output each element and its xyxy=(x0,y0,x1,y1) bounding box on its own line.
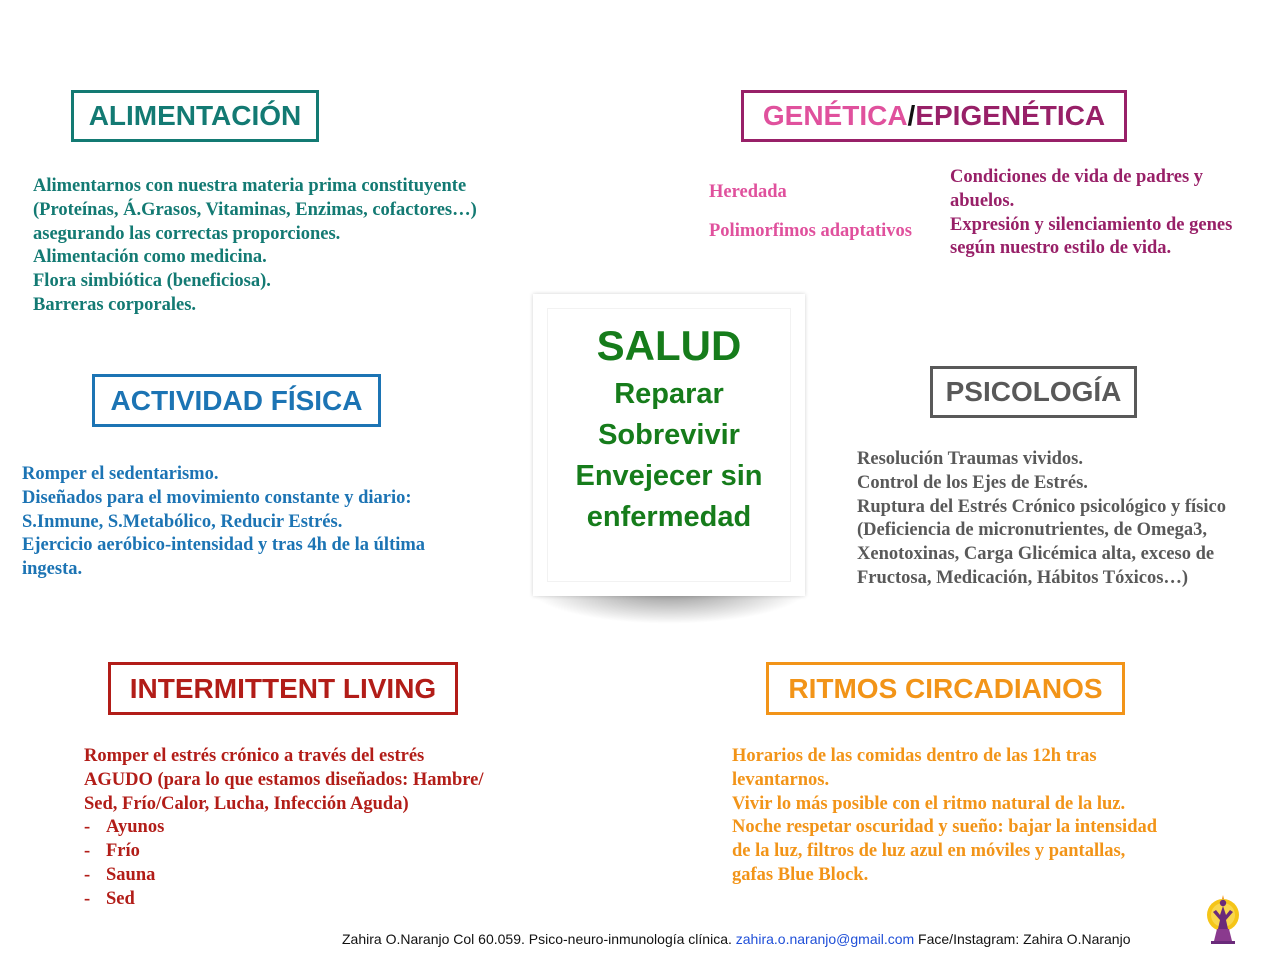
actividad-line: Romper el sedentarismo. xyxy=(22,464,219,484)
actividad-text xyxy=(22,463,425,582)
intermittent-list-item: - Sauna xyxy=(84,864,483,888)
actividad-line: Diseñados para el movimiento constante y diario: xyxy=(22,487,412,508)
psicologia-title xyxy=(930,366,1137,418)
salud-title: SALUD xyxy=(596,322,742,369)
alimentacion-title xyxy=(71,90,319,142)
intermittent-line: Sed, Frío/Calor, Lucha, Infección Aguda) xyxy=(84,793,409,814)
salud-card xyxy=(533,294,805,596)
psicologia-text xyxy=(857,448,1226,591)
bullet-dash-icon: - xyxy=(84,817,91,838)
psicologia-line: Resolución Traumas vividos. xyxy=(857,449,1083,469)
ritmos-line: de la luz, filtros de luz azul en móviles y pantallas, xyxy=(732,841,1126,862)
psicologia-title-text: PSICOLOGÍA xyxy=(945,376,1122,407)
salud-line: enfermedad xyxy=(586,501,752,533)
alimentacion-line: asegurando las correctas proporciones. xyxy=(33,223,341,244)
genetica-right-line: Condiciones de vida de padres y xyxy=(950,167,1204,187)
salud-line: Sobrevivir xyxy=(598,419,740,451)
intermittent-list-item: - Sed xyxy=(84,888,483,912)
ritmos-title xyxy=(766,662,1125,715)
footer-credit: Zahira O.Naranjo Col 60.059. Psico-neuro-inmunología clínica. xyxy=(342,931,736,947)
genetica-right-line: según nuestro estilo de vida. xyxy=(950,238,1172,259)
alimentacion-title-text: ALIMENTACIÓN xyxy=(88,100,302,131)
actividad-title xyxy=(92,374,381,427)
genetica-title xyxy=(741,90,1127,142)
genetica-right-line: Expresión y silenciamiento de genes xyxy=(950,214,1233,235)
intermittent-title-text: INTERMITTENT LIVING xyxy=(129,672,437,704)
ritmos-line: Vivir lo más posible con el ritmo natural de la luz. xyxy=(732,793,1126,814)
genetica-title-part1: GENÉTICA xyxy=(762,100,908,131)
meditation-figure-icon xyxy=(1199,893,1247,949)
ritmos-line: levantarnos. xyxy=(732,769,830,790)
footer-email-link[interactable]: zahira.o.naranjo@gmail.com xyxy=(735,931,915,947)
salud-line: Reparar xyxy=(614,378,724,410)
actividad-line: ingesta. xyxy=(22,559,83,580)
psicologia-line: Xenotoxinas, Carga Glicémica alta, exceso de xyxy=(857,544,1215,565)
genetica-left-text xyxy=(709,173,912,250)
psicologia-line: (Deficiencia de micronutrientes, de Omega3, xyxy=(857,520,1208,541)
actividad-line: S.Inmune, S.Metabólico, Reducir Estrés. xyxy=(22,511,343,532)
footer xyxy=(342,931,1130,947)
psicologia-line: Ruptura del Estrés Crónico psicológico y físico xyxy=(857,496,1226,517)
psicologia-line: Fructosa, Medicación, Hábitos Tóxicos…) xyxy=(857,567,1189,588)
intermittent-line: Romper el estrés crónico a través del estrés xyxy=(84,746,425,766)
ritmos-title-text: RITMOS CIRCADIANOS xyxy=(788,672,1103,704)
ritmos-text xyxy=(732,745,1157,888)
genetica-title-part2: EPIGENÉTICA xyxy=(915,100,1106,131)
ritmos-line: Horarios de las comidas dentro de las 12h tras xyxy=(732,746,1097,766)
alimentacion-text xyxy=(33,175,477,318)
footer-social: Face/Instagram: Zahira O.Naranjo xyxy=(914,931,1131,947)
genetica-left-line: Heredada xyxy=(709,182,787,202)
genetica-left-line: Polimorfimos adaptativos xyxy=(709,220,912,241)
bullet-dash-icon: - xyxy=(84,841,91,862)
alimentacion-line: Alimentación como medicina. xyxy=(33,247,267,268)
genetica-title-separator: / xyxy=(907,100,916,131)
intermittent-title xyxy=(108,662,458,715)
alimentacion-line: Barreras corporales. xyxy=(33,294,197,315)
alimentacion-line: Alimentarnos con nuestra materia prima constituyente xyxy=(33,176,467,196)
actividad-line: Ejercicio aeróbico-intensidad y tras 4h de la última xyxy=(22,535,426,556)
bullet-dash-icon: - xyxy=(84,888,91,909)
intermittent-list-item: - Ayunos xyxy=(84,816,483,840)
genetica-right-text xyxy=(950,166,1232,261)
actividad-title-text: ACTIVIDAD FÍSICA xyxy=(110,384,363,416)
genetica-right-line: abuelos. xyxy=(950,190,1015,211)
intermittent-text xyxy=(84,745,483,912)
alimentacion-line: Flora simbiótica (beneficiosa). xyxy=(33,271,271,292)
ritmos-line: gafas Blue Block. xyxy=(732,864,869,885)
intermittent-list-item: - Frío xyxy=(84,840,483,864)
ritmos-line: Noche respetar oscuridad y sueño: bajar la intensidad xyxy=(732,817,1158,838)
psicologia-line: Control de los Ejes de Estrés. xyxy=(857,472,1088,493)
salud-line: Envejecer sin xyxy=(575,460,763,492)
bullet-dash-icon: - xyxy=(84,864,91,885)
intermittent-line: AGUDO (para lo que estamos diseñados: Hambre/ xyxy=(84,769,484,790)
alimentacion-line: (Proteínas, Á.Grasos, Vitaminas, Enzimas, cofactores…) xyxy=(33,199,477,220)
